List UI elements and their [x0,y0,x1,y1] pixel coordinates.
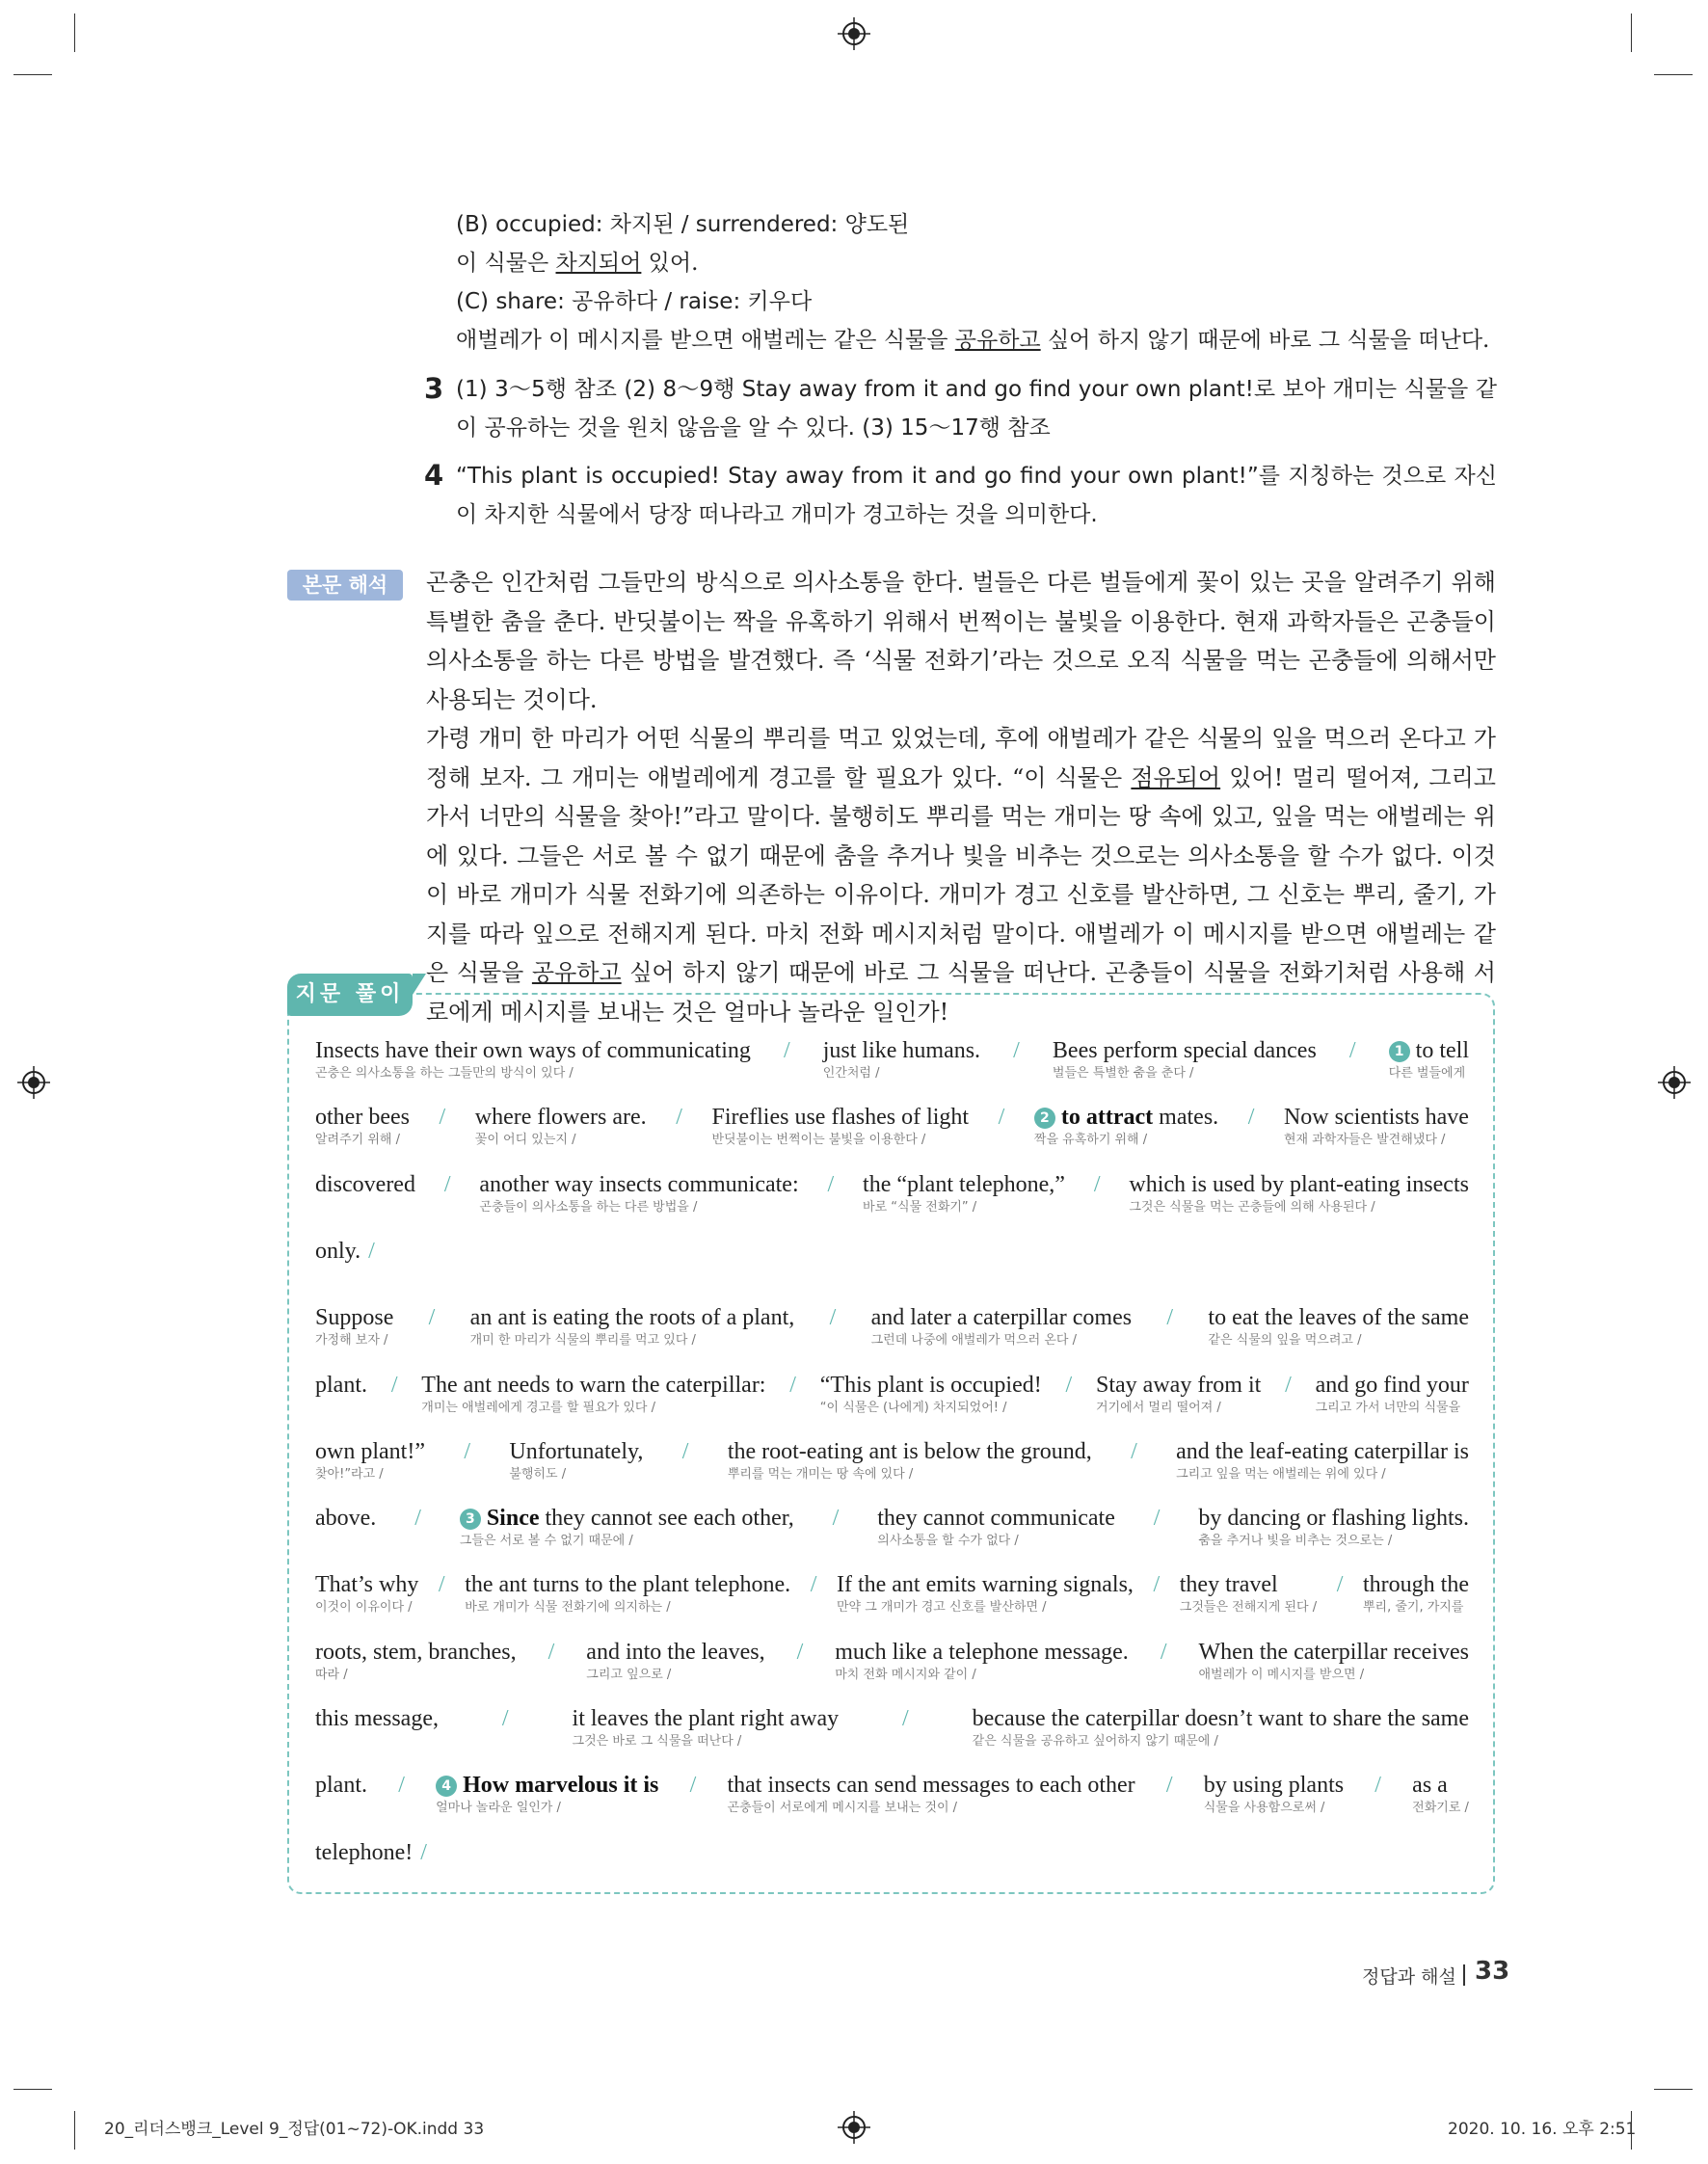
korean-gloss: 인간처럼 / [822,1066,880,1081]
file-name: 20_리더스뱅크_Level 9_정답(01~72)-OK.indd 33 [104,2120,485,2139]
korean-gloss: 개미 한 마리가 식물의 뿌리를 먹고 있다 / [469,1333,696,1349]
korean-gloss: 그런데 나중에 애벌레가 먹으러 온다 / [870,1333,1077,1349]
phrase-divider: / [1374,1773,1381,1799]
korean-gloss: 곤충들이 의사소통을 하는 다른 방법을 / [479,1199,698,1215]
phrase-divider: / [398,1773,405,1799]
korean-gloss: 그리고 잎으로 / [586,1667,672,1682]
crop-mark [1654,74,1693,75]
english-phrase: and later a caterpillar comes [870,1305,1133,1331]
english-phrase: through the [1362,1572,1469,1598]
korean-gloss: 전화기로 / [1412,1801,1469,1816]
english-phrase: much like a telephone message. [835,1639,1129,1665]
question-number: 3 [424,372,444,405]
english-phrase: Suppose [315,1305,394,1331]
crop-mark [1654,2089,1693,2090]
english-phrase: Unfortunately, [509,1438,644,1464]
phrase-segment [711,1103,969,1149]
phrase-segment [1034,1103,1218,1149]
key-phrase: How marvelous it is [463,1773,659,1799]
phrase-divider: / [390,1372,398,1398]
english-phrase: If the ant emits warning signals, [836,1572,1134,1598]
text: 싶어 하지 않기 때문에 바로 그 식물을 떠난다. 곤충들이 식물을 전화기처럼 사용해 서로에게 메시지를 보내는 것은 얼마나 놀라운 일인가! [426,959,1496,1026]
english-phrase: 2 to attract mates. [1034,1103,1218,1132]
phrase-segment [877,1504,1115,1550]
text: 가령 개미 한 마리가 어떤 식물의 뿌리를 먹고 있었는데, 후에 애벌레가 같은 식물의 잎을 먹으러 온다고 가정해 보자. 그 개미는 애벌레에게 경고를 할 필요가 있다. “이 식물은 [426,725,1496,791]
number-badge-icon: 4 [436,1776,457,1797]
korean-gloss: 그것은 바로 그 식물을 떠난다 / [572,1734,742,1749]
english-phrase: an ant is eating the roots of a plant, [469,1305,795,1331]
korean-gloss: 바로 “식물 전화기” / [863,1199,977,1215]
english-phrase: When the caterpillar receives [1198,1639,1469,1665]
analysis-line [315,1103,1469,1149]
question-4-answer: “This plant is occupied! Stay away from it and go find your own plant!”를 지칭하는 것으로 자신이 차지한 식물에서 당장 떠나라고 개미가 경고하는 것을 의미한다. [456,464,1497,527]
english-phrase: Fireflies use flashes of light [711,1105,970,1131]
answer-c-vocab: (C) share: 공유하다 / raise: 키우다 [456,289,813,314]
phrase-divider: / [438,1572,445,1598]
phrase-segment [315,1103,410,1149]
phrase-segment [871,1303,1133,1349]
phrase-segment [460,1504,794,1550]
korean-gloss: 찾아!”라고 / [315,1466,384,1482]
text: 있어. [641,251,699,276]
korean-gloss: 애벌레가 이 메시지를 받으면 / [1198,1667,1365,1682]
phrase-segment [1363,1570,1469,1616]
english-phrase: That’s why [315,1572,419,1598]
english-phrase: telephone! [315,1839,414,1865]
phrase-divider: / [443,1171,451,1197]
phrase-divider: / [689,1773,697,1799]
crop-mark [1631,13,1632,52]
english-phrase: this message, [315,1706,439,1731]
key-phrase: to attract [1060,1105,1154,1131]
phrase-segment [1096,1371,1261,1417]
key-phrase: Since [486,1506,540,1532]
english-phrase: they travel [1179,1572,1278,1598]
phrase-segment [315,1838,413,1867]
text: 있어! 멀리 떨어져, 그리고 가서 너만의 식물을 찾아!”라고 말이다. 불행히도 뿌리를 먹는 개미는 땅 속에 있고, 잎을 먹는 애벌레는 위에 있다. 그들은 서로 볼 수 없기 때문에 춤을 추거나 빛을 비추는 것으로는 의사소통을 할 수가 없다. 이것이 바로 개미가 식물 전화기에 의존하는 이유이다. 개미가 경고 신호를 발산하면, 그 신호는 뿌리, 줄기, 가지를 따라 잎으로 전해지게 된다. 마치 전화 메시지처럼 말이다. 애벌레가 이 메시지를 받으면 애벌레는 같은 식물을 [426,763,1496,986]
phrase-divider: / [676,1105,682,1131]
phrase-divider: / [1093,1171,1101,1197]
korean-gloss: 알려주기 위해 / [315,1133,400,1148]
korean-gloss: 뿌리, 줄기, 가지를 [1362,1600,1464,1616]
phrase-divider: / [796,1639,804,1665]
english-phrase [436,1771,658,1800]
answer-c-example [456,324,1489,357]
english-phrase: just like humans. [822,1038,981,1063]
registration-mark-icon [1658,1066,1691,1099]
english-phrase: because the caterpillar doesn’t want to share the same [972,1706,1469,1731]
phrase-segment [509,1437,643,1483]
phrase-segment [1316,1371,1469,1417]
phrase-divider: / [789,1372,796,1398]
english-phrase: Insects have their own ways of communicating [315,1038,751,1063]
english-phrase: Stay away from it [1096,1372,1262,1398]
korean-gloss: 춤을 추거나 빛을 비추는 것으로는 / [1198,1534,1393,1549]
korean-gloss: 가정해 보자 / [315,1333,388,1349]
english-phrase: to eat the leaves of the same [1208,1305,1469,1331]
english-phrase: as a [1412,1773,1448,1799]
phrase-segment [315,1570,418,1616]
analysis-line [315,1704,1469,1750]
tab-decoration [413,974,426,995]
phrase-divider: / [998,1105,1005,1131]
korean-gloss: 같은 식물의 잎을 먹으려고 / [1208,1333,1362,1349]
korean-gloss: 곤충은 의사소통을 하는 그들만의 방식이 있다 / [315,1066,574,1081]
korean-gloss: “이 식물은 (나에게) 차지되었어! / [819,1400,1007,1415]
analysis-line [315,1570,1469,1616]
phrase-segment [1053,1036,1317,1082]
korean-gloss: 이것이 이유이다 / [315,1600,413,1616]
crop-mark [13,2089,52,2090]
analysis-line [315,1036,1469,1082]
korean-gloss: 의사소통을 할 수가 없다 / [877,1534,1019,1549]
analysis-line [315,1371,1469,1417]
korean-gloss: 얼마나 놀라운 일인가 / [436,1801,561,1816]
english-phrase: another way insects communicate: [479,1171,799,1197]
phrase-segment [863,1170,1065,1216]
english-phrase: where flowers are. [474,1105,647,1131]
phrase-segment [820,1371,1042,1417]
english-phrase: by using plants [1203,1773,1345,1799]
question-number: 4 [424,459,444,492]
answer-b-vocab: (B) occupied: 차지된 / surrendered: 양도된 [456,212,910,237]
analysis-line [315,1504,1469,1550]
phrase-segment [436,1771,658,1817]
english-phrase: and the leaf-eating caterpillar is [1176,1438,1469,1464]
english-phrase: the “plant telephone,” [863,1171,1065,1197]
english-phrase: The ant needs to warn the caterpillar: [421,1372,766,1398]
korean-gloss: 반딧불이는 번쩍이는 불빛을 이용한다 / [711,1133,926,1148]
phrase-divider: / [832,1506,840,1532]
phrase-segment [835,1638,1129,1684]
korean-gloss: 그리고 가서 너만의 식물을 [1315,1400,1461,1415]
underlined-word: 공유하고 [954,328,1041,353]
phrase-segment [315,1771,367,1800]
phrase-divider: / [420,1839,427,1865]
korean-gloss: 짝을 유혹하기 위해 / [1033,1133,1148,1148]
phrase-divider: / [1165,1773,1173,1799]
phrase-divider: / [1160,1639,1167,1665]
phrase-segment [1208,1303,1469,1349]
question-3-answer: (1) 3～5행 참조 (2) 8～9행 Stay away from it and go find your own plant!로 보아 개미는 식물을 같이 공유하는 것을 원치 않음을 알 수 있다. (3) 15～17행 참조 [456,377,1497,441]
phrase-segment [315,1504,376,1533]
english-phrase: other bees [315,1105,410,1131]
phrase-divider: / [414,1506,421,1532]
underlined-word: 차지되어 [555,251,642,276]
phrase-divider: / [547,1639,555,1665]
phrase-segment [1389,1036,1469,1082]
phrase-divider: / [439,1105,446,1131]
korean-gloss: 불행히도 / [509,1466,567,1482]
phrase-segment [1198,1638,1469,1684]
phrase-divider: / [1285,1372,1292,1398]
phrase-divider: / [1065,1372,1073,1398]
english-phrase: “This plant is occupied! [819,1372,1042,1398]
korean-gloss: 꽃이 어디 있는지 / [474,1133,576,1148]
english-phrase: by dancing or flashing lights. [1198,1506,1469,1532]
analysis-line [315,1771,1469,1817]
english-phrase: 1 to tell [1389,1036,1469,1065]
answer-b-example [456,247,698,280]
page-label: 정답과 해설 [1362,1966,1456,1988]
english-phrase: above. [315,1506,377,1532]
number-badge-icon: 1 [1389,1041,1410,1062]
phrase-divider: / [464,1438,470,1464]
korean-gloss: 벌들은 특별한 춤을 춘다 / [1052,1066,1194,1081]
analysis-line [315,1237,375,1266]
phrase-divider: / [1131,1438,1137,1464]
korean-gloss: 식물을 사용함으로써 / [1203,1801,1325,1816]
english-phrase: Now scientists have [1283,1105,1469,1131]
korean-gloss: 그들은 서로 볼 수 없기 때문에 / [459,1534,633,1549]
phrase-segment [728,1437,1092,1483]
text: 애벌레가 이 메시지를 받으면 애벌레는 같은 식물을 [456,328,955,353]
phrase-divider: / [1013,1038,1020,1063]
phrase-divider: / [1153,1572,1161,1598]
print-timestamp: 2020. 10. 16. 오후 2:51 [1448,2120,1637,2139]
phrase-segment [573,1704,840,1750]
phrase-divider: / [810,1572,817,1598]
phrase-divider: / [1336,1572,1344,1598]
analysis-line [315,1437,1469,1483]
phrase-segment [315,1371,367,1400]
phrase-segment [421,1371,765,1417]
phrase-segment [973,1704,1469,1750]
korean-gloss: 그것들은 전해지게 된다 / [1179,1600,1318,1616]
phrase-segment [315,1704,439,1733]
korean-gloss: 뿌리를 먹는 개미는 땅 속에 있다 / [727,1466,914,1482]
registration-mark-icon [838,2111,870,2144]
phrase-segment [837,1570,1134,1616]
analysis-line [315,1170,1469,1216]
analysis-line [315,1303,1469,1349]
phrase-divider: / [1247,1105,1255,1131]
text: 싶어 하지 않기 때문에 바로 그 식물을 떠난다. [1040,328,1490,353]
english-phrase: the ant turns to the plant telephone. [465,1572,791,1598]
analysis-line [315,1838,427,1867]
korean-gloss: 그것은 식물을 먹는 곤충들에 의해 사용된다 / [1129,1199,1375,1215]
phrase-divider: / [501,1706,509,1731]
number-badge-icon: 3 [460,1509,481,1530]
phrase-segment [315,1036,751,1082]
phrase-segment [823,1036,980,1082]
text: 이 식물은 [456,251,556,276]
korean-gloss: 만약 그 개미가 경고 신호를 발산하면 / [836,1600,1047,1616]
translation-body [426,563,1496,1031]
phrase-segment [475,1103,647,1149]
korean-gloss: 그리고 잎을 먹는 애벌레는 위에 있다 / [1176,1466,1386,1482]
phrase-divider: / [681,1438,689,1464]
registration-mark-icon [17,1066,50,1099]
english-phrase: and into the leaves, [586,1639,765,1665]
english-phrase: only. [315,1238,361,1264]
analysis-line [315,1638,1469,1684]
number-badge-icon: 2 [1034,1108,1055,1129]
phrase-segment [1412,1771,1469,1817]
phrase-divider: / [1348,1038,1356,1063]
english-phrase: 3 Since they cannot see each other, [460,1504,794,1533]
phrase-segment [465,1570,790,1616]
english-phrase: roots, stem, branches, [315,1639,517,1665]
english-phrase: that insects can send messages to each other [727,1773,1135,1799]
korean-gloss: 현재 과학자들은 발견해냈다 / [1283,1133,1446,1148]
phrase-divider: / [902,1706,909,1731]
korean-gloss: 거기에서 멀리 떨어져 / [1096,1400,1221,1415]
phrase-segment [1129,1170,1469,1216]
phrase-divider: / [1166,1305,1174,1331]
translation-paragraph: 곤충은 인간처럼 그들만의 방식으로 의사소통을 한다. 벌들은 다른 벌들에게 꽃이 있는 곳을 알려주기 위해 특별한 춤을 춘다. 반딧불이는 짝을 유혹하기 위해서 번쩍이는 불빛을 이용한다. 현재 과학자들은 곤충들이 의사소통을 하는 다른 방법을 발견했다. 즉 ‘식물 전화기’라는 것으로 오직 식물을 먹는 곤충들에 의해서만 사용되는 것이다. [426,569,1496,713]
crop-mark [74,2111,75,2150]
analysis-tab: 지문 풀이 [287,974,413,1016]
phrase-segment [1284,1103,1469,1149]
korean-gloss: 바로 개미가 식물 전화기에 의지하는 / [465,1600,671,1616]
translation-label: 본문 해석 [287,570,403,601]
english-phrase: discovered [315,1171,415,1197]
english-phrase: and go find your [1315,1372,1469,1398]
crop-mark [74,13,75,52]
page-number: 33 [1475,1957,1510,1986]
crop-mark [13,74,52,75]
page-separator [1463,1964,1465,1986]
phrase-segment [586,1638,764,1684]
english-phrase: they cannot communicate [877,1506,1115,1532]
english-phrase: own plant!” [315,1438,425,1464]
phrase-divider: / [829,1305,837,1331]
underlined-word: 공유하고 [531,959,622,986]
phrase-segment [1204,1771,1344,1817]
translation-paragraph [426,719,1496,1031]
phrase-divider: / [827,1171,835,1197]
english-phrase: plant. [315,1372,367,1398]
phrase-segment [470,1303,795,1349]
korean-gloss: 곤충들이 서로에게 메시지를 보내는 것이 / [727,1801,958,1816]
phrase-segment [315,1170,415,1199]
english-phrase: plant. [315,1773,367,1799]
korean-gloss: 개미는 애벌레에게 경고를 할 필요가 있다 / [421,1400,655,1415]
english-phrase: the root-eating ant is below the ground, [727,1438,1092,1464]
phrase-segment [1176,1437,1469,1483]
english-phrase: it leaves the plant right away [572,1706,840,1731]
phrase-segment [315,1638,517,1684]
korean-gloss: 같은 식물을 공유하고 싶어하지 않기 때문에 / [972,1734,1218,1749]
korean-gloss: 마치 전화 메시지와 같이 / [835,1667,976,1682]
phrase-segment [1198,1504,1469,1550]
registration-mark-icon [838,17,870,50]
underlined-word: 점유되어 [1131,763,1221,791]
phrase-segment [315,1437,425,1483]
english-phrase: Bees perform special dances [1052,1038,1317,1063]
phrase-segment [1180,1570,1317,1616]
phrase-segment [315,1237,360,1266]
phrase-divider: / [368,1238,375,1264]
english-phrase: which is used by plant-eating insects [1129,1171,1469,1197]
korean-gloss: 다른 벌들에게 [1388,1066,1466,1081]
phrase-divider: / [783,1038,790,1063]
phrase-segment [479,1170,798,1216]
phrase-divider: / [428,1305,436,1331]
phrase-divider: / [1153,1506,1161,1532]
phrase-segment [315,1303,393,1349]
phrase-segment [727,1771,1134,1817]
korean-gloss: 따라 / [315,1667,348,1682]
